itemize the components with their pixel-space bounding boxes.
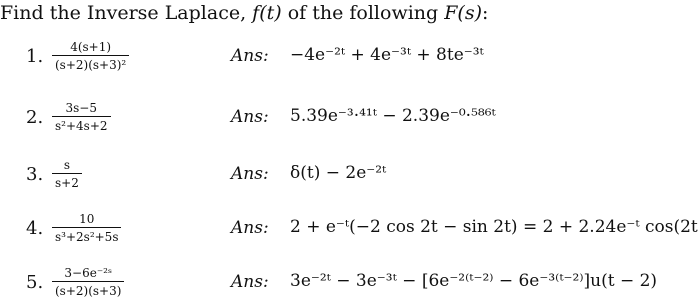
problem-fraction	[52, 158, 82, 190]
problem-3	[0, 158, 700, 198]
heading-Fs: F(s)	[444, 2, 482, 24]
problem-number: 5.	[26, 272, 44, 293]
fraction-denominator: s³+2s²+5s	[52, 227, 121, 244]
problem-number: 3.	[26, 164, 44, 185]
fraction-numerator: 3−6e⁻²ˢ	[64, 266, 113, 280]
answer-label: Ans:	[231, 107, 269, 127]
problem-4	[0, 212, 700, 252]
fraction-denominator: s+2	[52, 173, 82, 190]
problem-fraction	[52, 266, 124, 298]
heading-suffix: :	[482, 2, 489, 24]
fraction-denominator: (s+2)(s+3)	[52, 281, 124, 298]
heading-middle: of the following	[281, 2, 445, 24]
problem-number: 1.	[26, 46, 44, 67]
problem-1	[0, 40, 700, 80]
fraction-numerator: s	[63, 158, 71, 172]
problem-fraction	[52, 40, 129, 72]
answer-text: 3e⁻²ᵗ − 3e⁻³ᵗ − [6e⁻²⁽ᵗ⁻²⁾ − 6e⁻³⁽ᵗ⁻²⁾]u(t − 2)	[290, 271, 658, 291]
heading-ft: f(t)	[252, 2, 282, 24]
fraction-numerator: 4(s+1)	[70, 40, 112, 54]
heading-prefix: Find the Inverse Laplace,	[0, 2, 253, 24]
fraction-numerator: 3s−5	[65, 101, 97, 115]
answer-text: δ(t) − 2e⁻²ᵗ	[290, 163, 387, 183]
fraction-numerator: 10	[79, 212, 95, 226]
problem-fraction	[52, 101, 111, 133]
answer-text: 2 + e⁻ᵗ(−2 cos 2t − sin 2t) = 2 + 2.24e⁻ᵗ cos(2t	[290, 217, 698, 237]
page-heading	[0, 2, 488, 24]
answer-text: −4e⁻²ᵗ + 4e⁻³ᵗ + 8te⁻³ᵗ	[290, 45, 484, 65]
fraction-denominator: (s+2)(s+3)²	[52, 55, 129, 72]
problem-number: 2.	[26, 107, 44, 128]
answer-label: Ans:	[231, 46, 269, 66]
answer-label: Ans:	[231, 272, 269, 292]
problem-number: 4.	[26, 218, 44, 239]
problem-2	[0, 101, 700, 141]
answer-label: Ans:	[231, 164, 269, 184]
problem-fraction	[52, 212, 121, 244]
answer-text: 5.39e⁻³·⁴¹ᵗ − 2.39e⁻⁰·⁵⁸⁶ᵗ	[290, 106, 496, 126]
problem-5	[0, 266, 700, 306]
answer-label: Ans:	[231, 218, 269, 238]
fraction-denominator: s²+4s+2	[52, 116, 111, 133]
